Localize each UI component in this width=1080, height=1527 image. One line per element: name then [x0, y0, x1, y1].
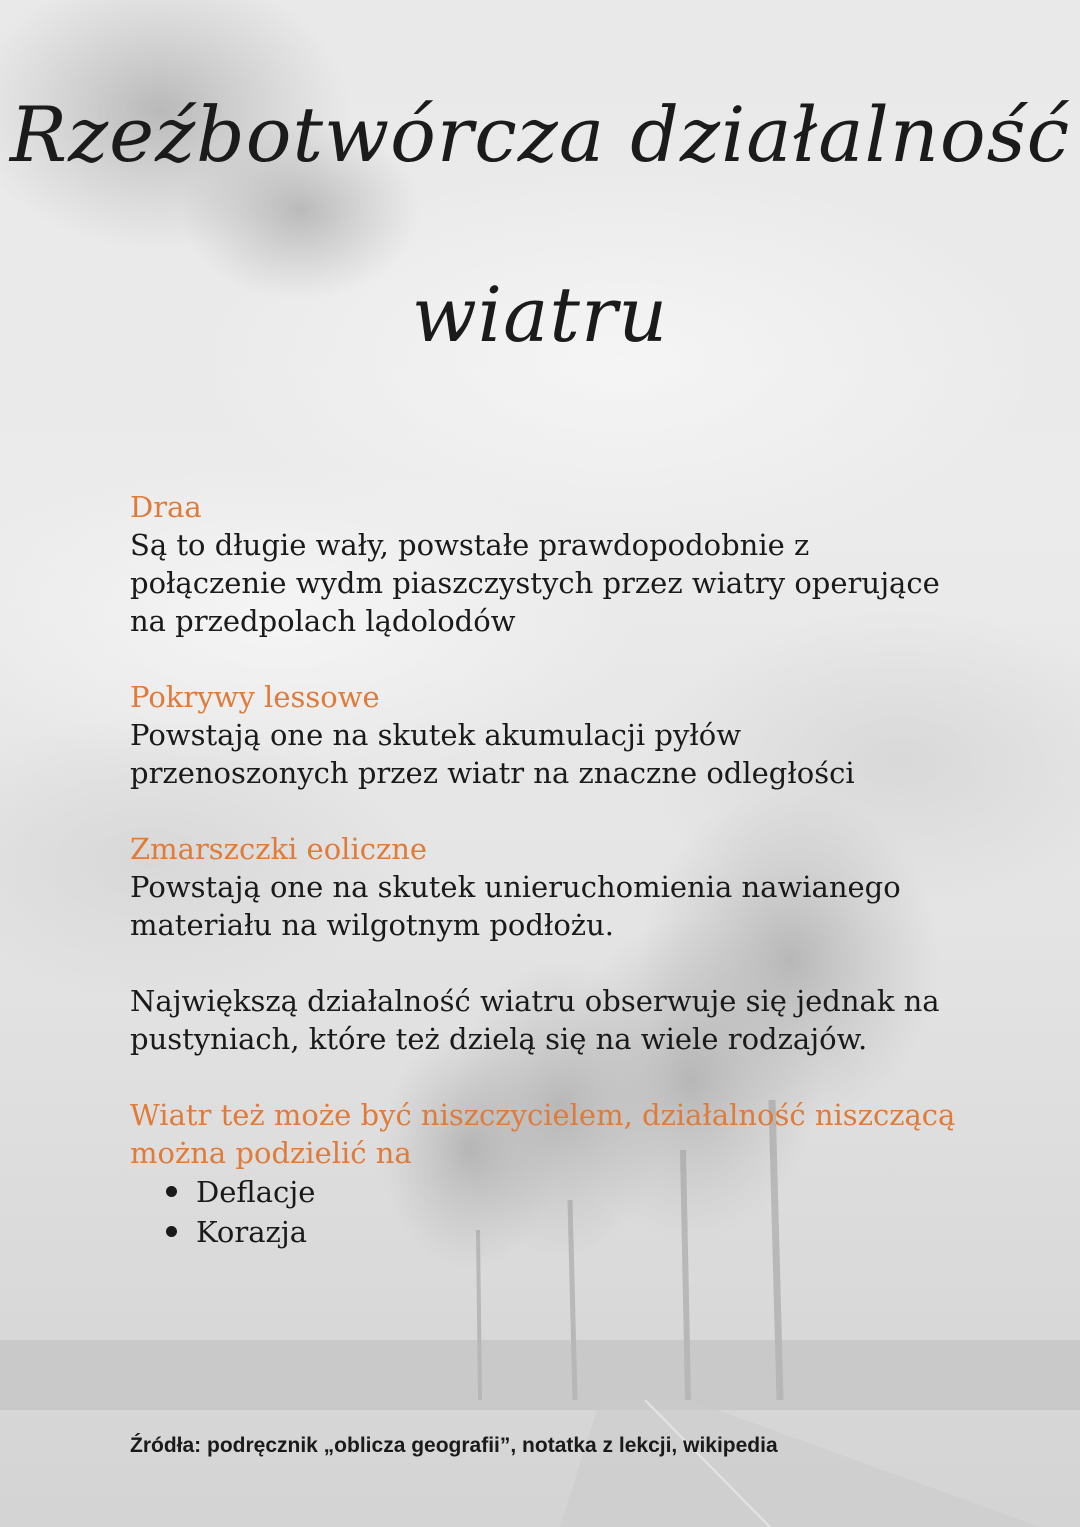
- list-item: [166, 1212, 960, 1252]
- section-pokrywy-lessowe: [130, 678, 960, 792]
- destruction-heading: Wiatr też może być niszczycielem, działalność niszczącą można podzielić na: [130, 1098, 956, 1170]
- bullet-icon: [166, 1186, 177, 1197]
- section-heading: Pokrywy lessowe: [130, 680, 380, 714]
- list-item: [166, 1172, 960, 1212]
- title-line-2: wiatru: [411, 270, 669, 359]
- destruction-list: [130, 1172, 960, 1252]
- list-item-text: Korazja: [196, 1215, 308, 1249]
- section-heading: Zmarszczki eoliczne: [130, 832, 428, 866]
- section-draa: [130, 488, 960, 640]
- list-item-text: Deflacje: [196, 1175, 316, 1209]
- desert-paragraph: Największą działalność wiatru obserwuje się jednak na pustyniach, które też dzielą się na wiele rodzajów.: [130, 984, 940, 1056]
- section-zmarszczki-eoliczne: [130, 830, 960, 944]
- section-text: Są to długie wały, powstałe prawdopodobnie z połączenie wydm piaszczystych przez wiatry operujące na przedpolach lądolodów: [130, 528, 940, 638]
- bullet-icon: [166, 1226, 177, 1237]
- section-text: Powstają one na skutek unieruchomienia nawianego materiału na wilgotnym podłożu.: [130, 870, 901, 942]
- content: [130, 488, 960, 1252]
- section-heading: Draa: [130, 490, 202, 524]
- section-text: Powstają one na skutek akumulacji pyłów przenoszonych przez wiatr na znaczne odległości: [130, 718, 855, 790]
- sources-footer: Źródła: podręcznik „oblicza geografii”, notatka z lekcji, wikipedia: [130, 1434, 778, 1457]
- destruction-section: [130, 1096, 960, 1172]
- title-line-1: Rzeźbotwórcza działalność: [9, 90, 1071, 179]
